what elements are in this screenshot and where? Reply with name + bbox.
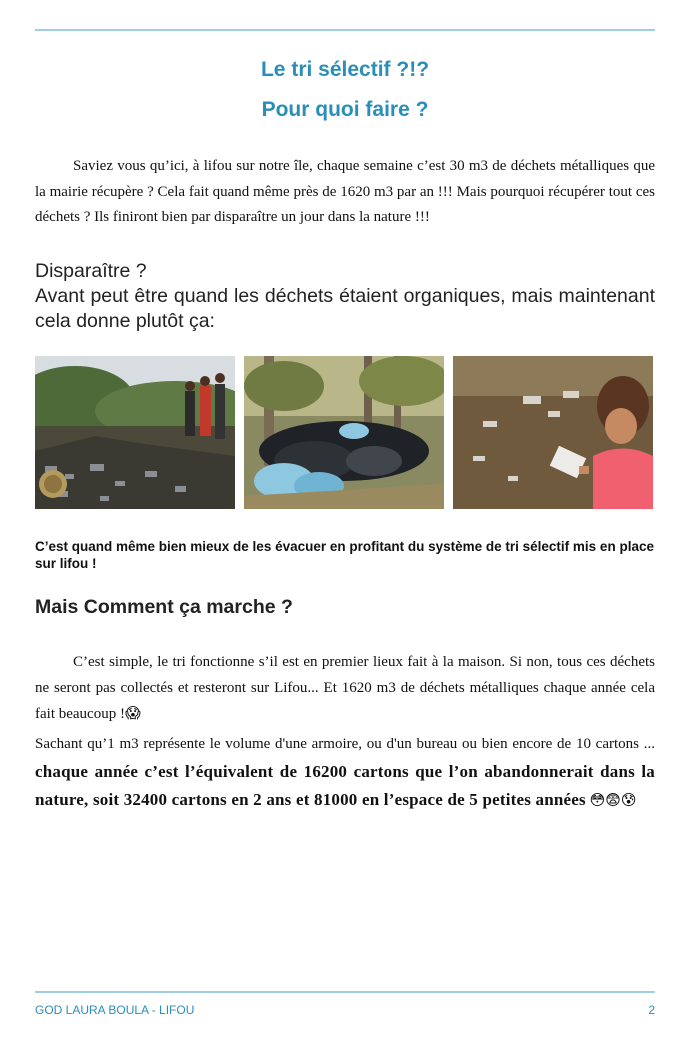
photo-girl-surveying: [453, 356, 653, 509]
how-it-works-paragraph: [35, 650, 655, 728]
photo-strip: [35, 356, 655, 509]
how-it-works-text: C’est simple, le tri fonctionne s’il est en premier lieux fait à la maison. Si non, tous ces déchets ne seront pas collectés et resteront sur Lifou... Et 1620 m3 de déchets métalliques chaque année cela fait beaucoup !: [35, 654, 655, 722]
cartons-bold-text: chaque année c’est l’équivalent de 16200 cartons que l’on abandonnerait dans la nature, soit 32400 cartons en 2 ans et 81000 en l’espace de 5 petites années: [35, 761, 655, 809]
scream-emoji-icon: 😱: [124, 704, 141, 722]
footer: [35, 1003, 655, 1017]
photo-caption: C’est quand même bien mieux de les évacuer en profitant du système de tri sélectif mis en place sur lifou !: [35, 539, 654, 571]
disappear-question: Disparaître ?: [35, 260, 147, 282]
cartons-paragraph: [35, 732, 655, 815]
page-title: Le tri sélectif ?!?: [260, 58, 430, 81]
section-heading: Mais Comment ça marche ?: [35, 596, 293, 618]
cartons-text: Sachant qu’1 m3 représente le volume d'une armoire, ou d'un bureau ou bien encore de 10 cartons ...: [35, 736, 655, 752]
page-subtitle: Pour quoi faire ?: [261, 98, 429, 121]
intro-paragraph: [35, 154, 655, 231]
disappear-block: [35, 259, 655, 334]
disappear-statement: Avant peut être quand les déchets étaient organiques, mais maintenant cela donne plutôt ça:: [35, 285, 655, 332]
photo-trash-bags: [244, 356, 444, 509]
footer-author: GOD LAURA BOULA - LIFOU: [35, 1003, 195, 1017]
intro-text: Saviez vous qu’ici, à lifou sur notre île, chaque semaine c’est 30 m3 de déchets métalliques que la mairie récupère ? Cela fait quand même près de 1620 m3 par an !!! Mais pourquoi récupérer tout ces déchets ? Ils finiront bien par disparaître un jour dans la nature !!!: [35, 158, 655, 225]
photo-waste-field: [35, 356, 235, 509]
page-number: 2: [648, 1003, 655, 1017]
shocked-emoji-icons: 😳😨😰: [589, 791, 637, 809]
footer-rule: [35, 991, 655, 993]
header-rule: [35, 29, 655, 31]
